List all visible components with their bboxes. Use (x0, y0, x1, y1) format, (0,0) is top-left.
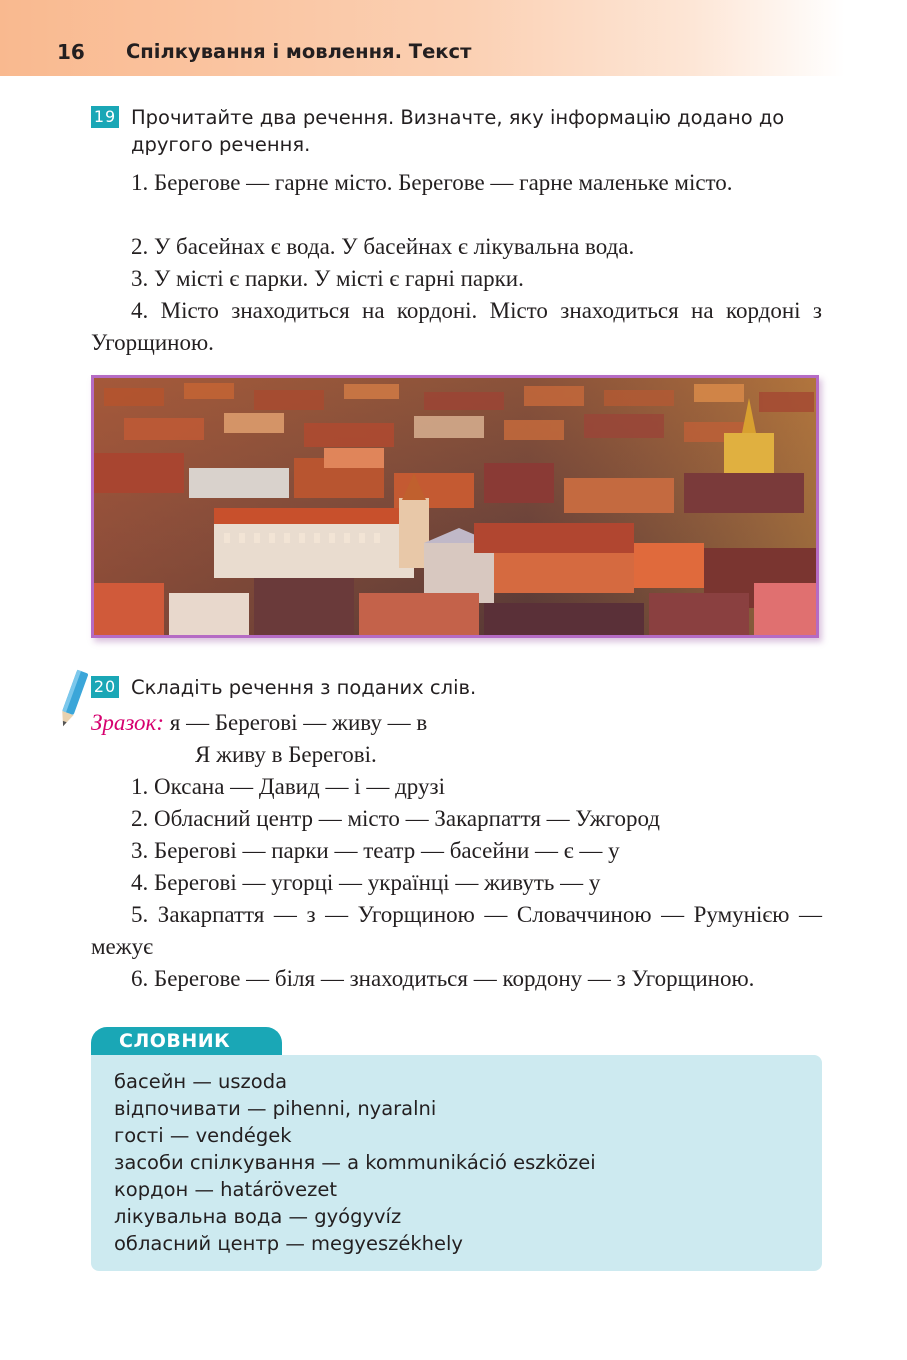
sample-label: Зразок: (91, 710, 164, 735)
dictionary-entry: обласний центр — megyeszékhely (114, 1232, 463, 1255)
chapter-title: Спілкування і мовлення. Текст (126, 40, 472, 63)
city-aerial-illustration (94, 378, 816, 635)
pencil-icon (58, 668, 88, 730)
word-set-item: 3. Берегові — парки — театр — басейни — є — у (131, 838, 620, 863)
sentence-pair: 1. Берегове — гарне місто. Берегове — гарне маленьке місто. (131, 170, 733, 195)
sentence-pair: 2. У басейнах є вода. У басейнах є лікувальна вода. (131, 234, 635, 259)
sample-line (91, 707, 427, 739)
dictionary-entry: відпочивати — pihenni, nyaralni (114, 1097, 437, 1120)
exercise-task-line: Прочитайте два речення. Визначте, яку інформацію додано до (131, 106, 785, 129)
dictionary-label: СЛОВНИК (119, 1030, 231, 1052)
page-header-band (0, 0, 845, 76)
word-set-item: 6. Берегове — біля — знаходиться — кордону — з Угорщиною. (131, 966, 755, 991)
word-set-item: 1. Оксана — Давид — і — друзі (131, 774, 445, 799)
word-set-item: 2. Обласний центр — місто — Закарпаття — Ужгород (131, 806, 660, 831)
sample-answer: Я живу в Берегові. (195, 742, 377, 767)
exercise-number-badge: 19 (91, 106, 119, 128)
page-number: 16 (57, 40, 85, 64)
sentence-pair: 4. Місто знаходиться на кордоні. Місто знаходиться на кордоні з Угорщиною. (91, 298, 822, 355)
sample-words: я — Берегові — живу — в (169, 710, 428, 735)
word-set-item: 5. Закарпаття — з — Угорщиною — Словаччиною — Румунією — межує (91, 902, 822, 959)
exercise-number-badge: 20 (91, 676, 119, 698)
dictionary-entry: басейн — uszoda (114, 1070, 288, 1093)
exercise-task-line: Складіть речення з поданих слів. (131, 676, 477, 699)
dictionary-entry: лікувальна вода — gyógyvíz (114, 1205, 402, 1228)
dictionary-entry: засоби спілкування — a kommunikáció eszközei (114, 1151, 596, 1174)
word-set-item: 4. Берегові — угорці — українці — живуть — у (131, 870, 601, 895)
dictionary-entry: кордон — határövezet (114, 1178, 337, 1201)
sentence-pair: 3. У місті є парки. У місті є гарні парки. (131, 266, 524, 291)
exercise-task-line: другого речення. (131, 133, 311, 156)
dictionary-entry: гості — vendégek (114, 1124, 292, 1147)
city-aerial-photo (91, 375, 819, 638)
